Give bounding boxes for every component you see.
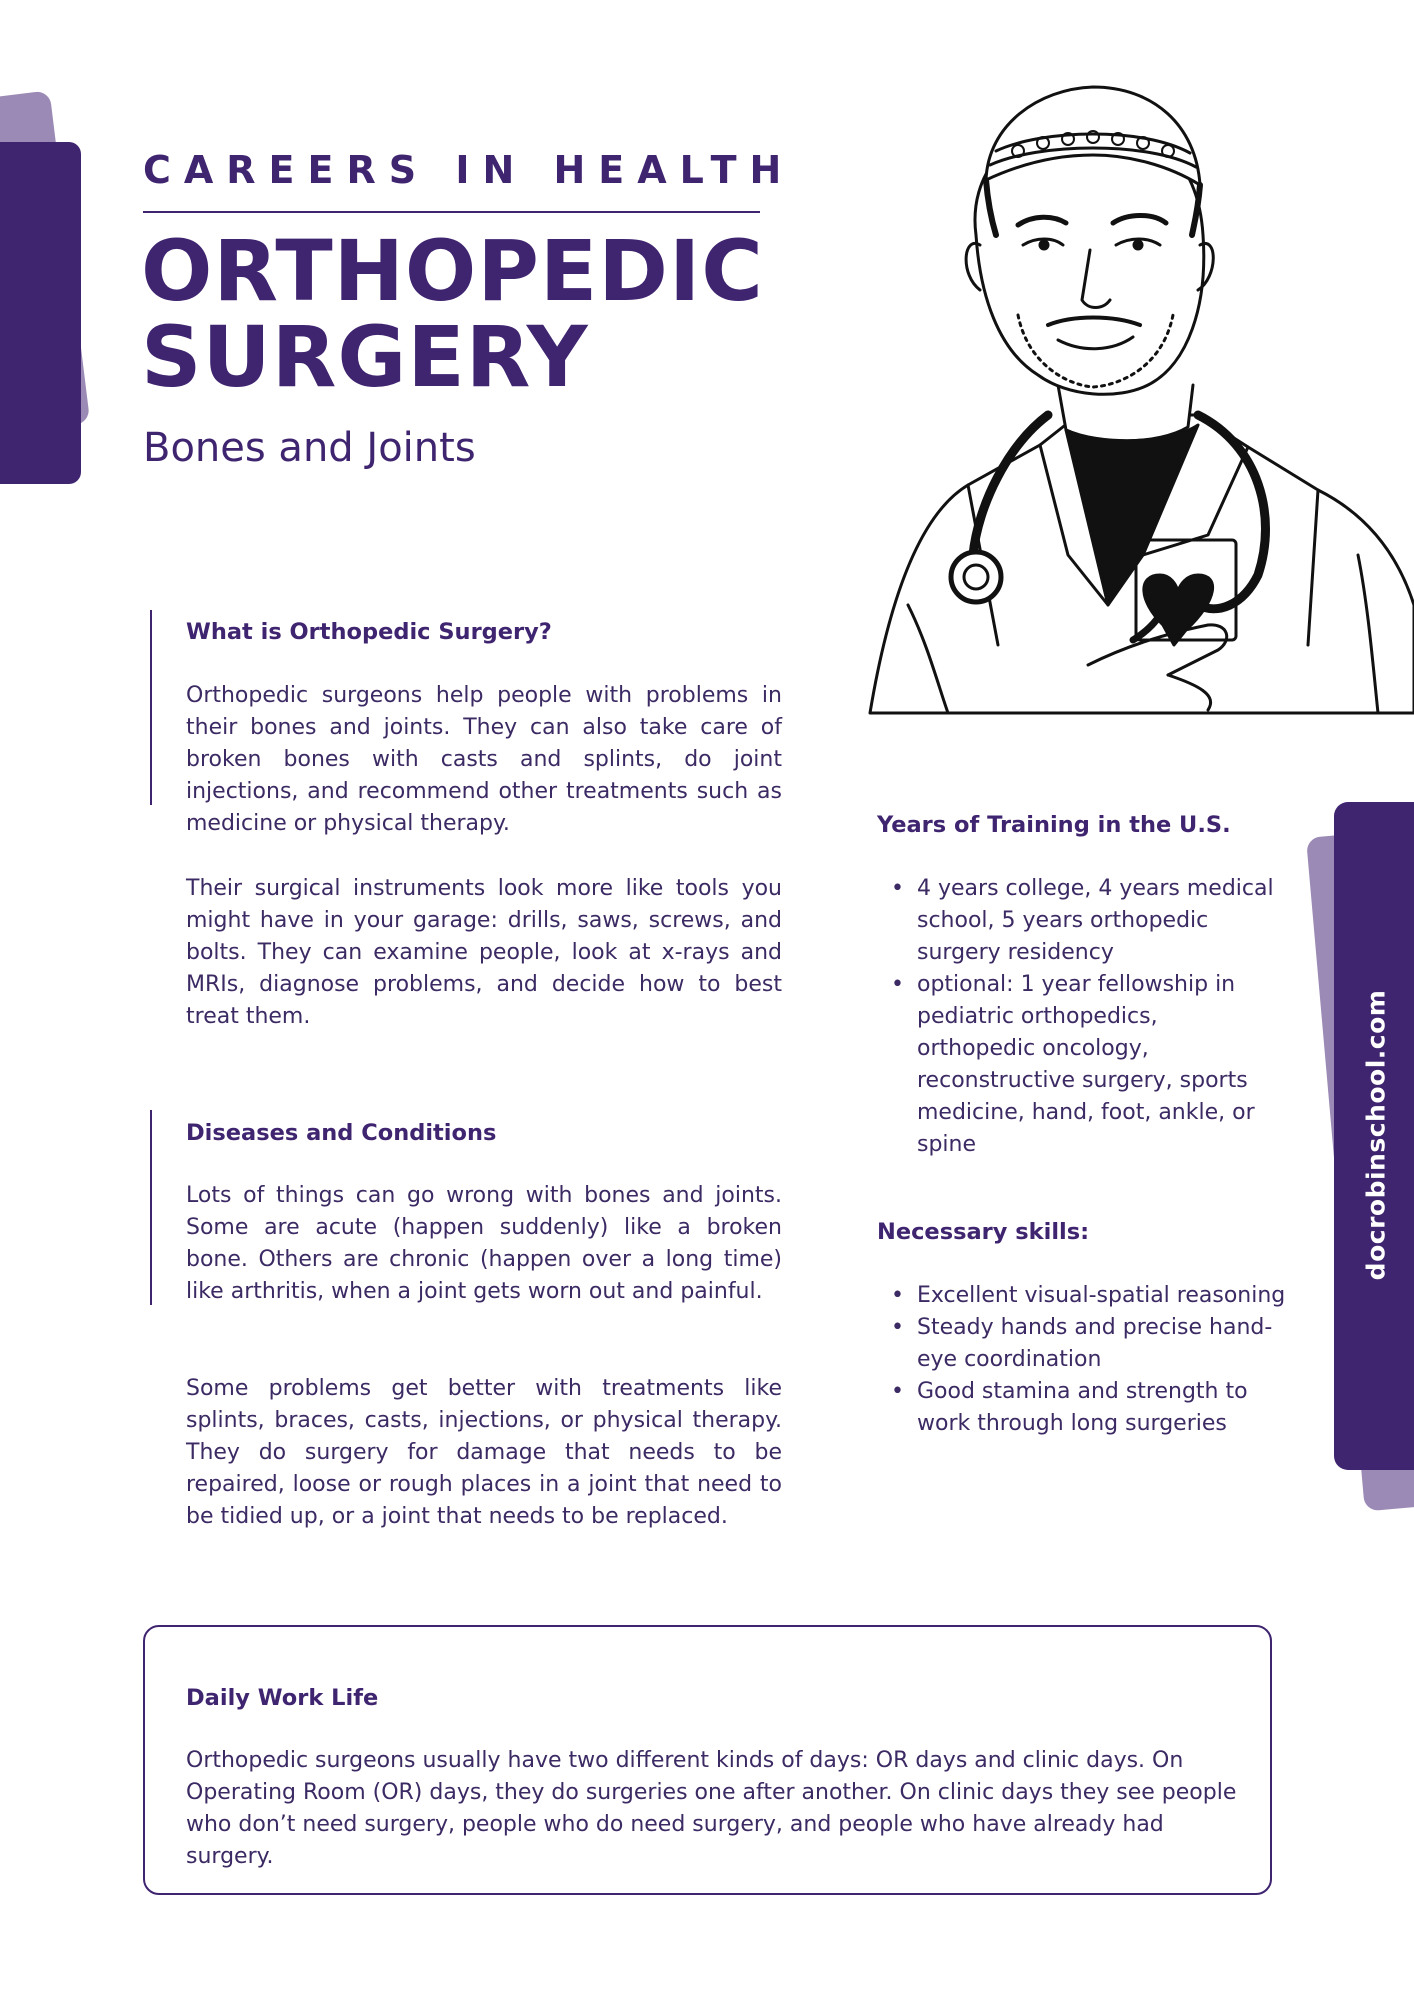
daily-life-heading: Daily Work Life	[186, 1685, 379, 1711]
page-subtitle: Bones and Joints	[143, 425, 476, 471]
what-is-paragraph-1: Orthopedic surgeons help people with problems in their bones and joints. They can also take care of broken bones with casts and splints, do joint injections, and recommend other treatments such as medicine or physical therapy.	[186, 683, 782, 836]
training-list	[877, 873, 1282, 1161]
website-url[interactable]: docrobinschool.com	[1361, 989, 1391, 1281]
diseases-paragraph-2: Some problems get better with treatments like splints, braces, casts, injections, or physical therapy. They do surgery for damage that needs to be repaired, loose or rough places in a joint that need to be tidied up, or a joint that needs to be replaced.	[186, 1376, 782, 1529]
list-item: • 4 years college, 4 years medical school, 5 years orthopedic surgery residency	[877, 873, 1282, 969]
kicker-text: CAREERS IN HEALTH	[143, 148, 795, 192]
section-accent-bar	[150, 610, 152, 805]
skills-list	[877, 1280, 1292, 1440]
left-decor-front	[0, 142, 81, 484]
list-item: • Excellent visual-spatial reasoning	[877, 1280, 1292, 1312]
skills-heading: Necessary skills:	[877, 1219, 1090, 1245]
title-line-1: ORTHOPEDIC	[141, 222, 764, 320]
what-is-heading: What is Orthopedic Surgery?	[186, 619, 552, 645]
page-title	[141, 222, 764, 406]
training-heading: Years of Training in the U.S.	[877, 812, 1231, 838]
daily-life-paragraph: Orthopedic surgeons usually have two different kinds of days: OR days and clinic days. On Operating Room (OR) days, they do surgeries one after another. On clinic days they see people who don’t need surgery, people who do need surgery, and people who have already had surgery.	[186, 1748, 1237, 1869]
list-item: • optional: 1 year fellowship in pediatric orthopedics, orthopedic oncology, reconstructive surgery, sports medicine, hand, foot, ankle, or spine	[877, 969, 1282, 1161]
list-item: • Good stamina and strength to work through long surgeries	[877, 1376, 1292, 1440]
what-is-paragraph-2: Their surgical instruments look more like tools you might have in your garage: drills, saws, screws, and bolts. They can examine people, look at x-rays and MRIs, diagnose problems, and decide how to best treat them.	[186, 876, 782, 1029]
diseases-heading: Diseases and Conditions	[186, 1120, 497, 1146]
doctor-illustration	[868, 85, 1414, 749]
section-accent-bar	[150, 1110, 152, 1305]
kicker-divider	[143, 211, 760, 213]
list-item: • Steady hands and precise hand-eye coordination	[877, 1312, 1292, 1376]
title-line-2: SURGERY	[141, 308, 589, 406]
diseases-paragraph-1: Lots of things can go wrong with bones and joints. Some are acute (happen suddenly) like a broken bone. Others are chronic (happen over a long time) like arthritis, when a joint gets worn out and painful.	[186, 1183, 782, 1304]
